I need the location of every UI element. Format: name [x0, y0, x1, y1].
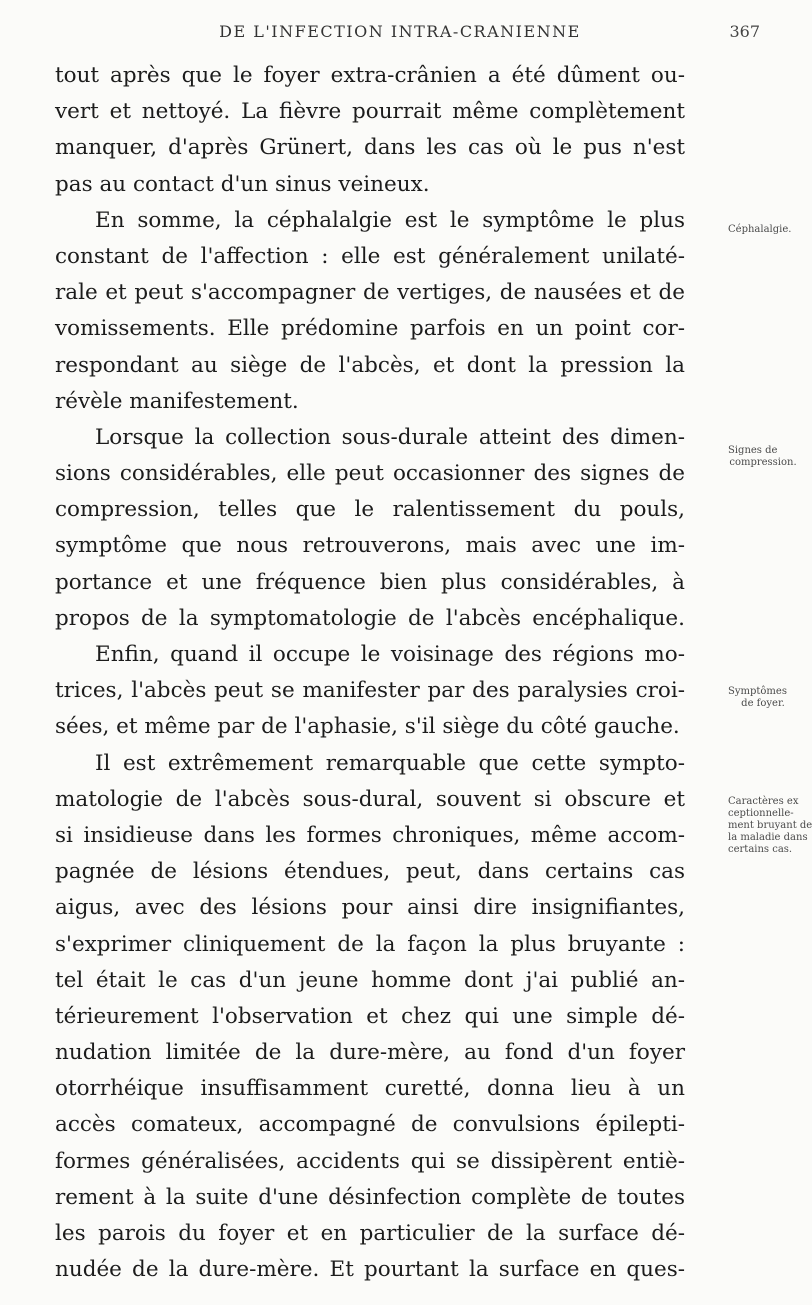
text-line: les parois du foyer et en particulier de la surface dé-: [55, 1221, 685, 1246]
page-number: 367: [729, 22, 760, 41]
text-line: propos de la symptomatologie de l'abcès encéphalique.: [55, 605, 685, 631]
text-line: si insidieuse dans les formes chroniques, même accom-: [55, 822, 685, 848]
text-line: nudation limitée de la dure-mère, au fond d'un foyer: [55, 1040, 685, 1066]
text-line: portance et une fréquence bien plus considérables, à: [55, 569, 685, 595]
text-line: tout après que le foyer extra-crânien a été dûment ou-: [55, 63, 685, 88]
margin-note-line: Céphalalgie.: [728, 224, 792, 235]
text-line: trices, l'abcès peut se manifester par des paralysies croi-: [55, 678, 685, 704]
text-line: compression, telles que le ralentissement du pouls,: [55, 497, 685, 523]
body-text: [55, 58, 685, 1288]
margin-note-line: Signes de: [728, 445, 778, 456]
margin-note-line: Symptômes: [728, 686, 787, 697]
text-line: accès comateux, accompagné de convulsions épilepti-: [55, 1112, 685, 1138]
text-line: sées, et même par de l'aphasie, s'il siège du côté gauche.: [55, 714, 680, 740]
text-line: respondant au siège de l'abcès, et dont la pression la: [55, 352, 685, 378]
text-line: vert et nettoyé. La fièvre pourrait même complètement: [55, 99, 685, 125]
text-line: Il est extrêmement remarquable que cette sympto-: [95, 750, 685, 776]
margin-note-signes-de-compression: [728, 445, 798, 469]
text-line: pagnée de lésions étendues, peut, dans certains cas: [55, 859, 685, 885]
text-line: tel était le cas d'un jeune homme dont j'ai publié an-: [55, 967, 685, 993]
margin-note-cephalalgie: [728, 224, 798, 236]
text-line: sions considérables, elle peut occasionner des signes de: [55, 461, 685, 487]
text-line: symptôme que nous retrouverons, mais avec une im-: [55, 533, 685, 559]
margin-note-line: ment bruyant de: [728, 820, 812, 831]
running-head: [0, 22, 800, 48]
text-line: Enfin, quand il occupe le voisinage des régions mo-: [95, 642, 685, 667]
margin-note-line: ceptionnelle-: [728, 808, 794, 819]
margin-note-caracteres: [728, 796, 812, 856]
margin-note-symptomes-de-foyer: [728, 686, 798, 710]
running-head-title: DE L'INFECTION INTRA-CRANIENNE: [219, 22, 581, 41]
text-line: En somme, la céphalalgie est le symptôme le plus: [95, 207, 685, 233]
text-line: révèle manifestement.: [55, 388, 299, 414]
text-line: rement à la suite d'une désinfection complète de toutes: [55, 1184, 685, 1210]
text-line: térieurement l'observation et chez qui une simple dé-: [55, 1003, 685, 1029]
text-line: manquer, d'après Grünert, dans les cas où le pus n'est: [55, 135, 685, 161]
text-line: formes généralisées, accidents qui se dissipèrent entiè-: [55, 1148, 685, 1174]
text-line: s'exprimer cliniquement de la façon la plus bruyante :: [55, 931, 685, 957]
text-line: pas au contact d'un sinus veineux.: [55, 171, 430, 197]
text-line: Lorsque la collection sous-durale atteint des dimen-: [95, 424, 685, 450]
text-line: aigus, avec des lésions pour ainsi dire insignifiantes,: [55, 895, 685, 921]
margin-note-line: Caractères ex: [728, 796, 799, 807]
text-line: constant de l'affection : elle est généralement unilaté-: [55, 243, 685, 269]
margin-note-line: de foyer.: [741, 698, 785, 709]
margin-note-line: compression.: [729, 457, 797, 468]
text-line: otorrhéique insuffisamment curetté, donna lieu à un: [55, 1076, 685, 1102]
text-line: matologie de l'abcès sous-dural, souvent si obscure et: [55, 786, 685, 812]
margin-note-line: certains cas.: [728, 844, 793, 855]
text-line: vomissements. Elle prédomine parfois en un point cor-: [55, 316, 685, 342]
text-line: rale et peut s'accompagner de vertiges, de nausées et de: [55, 280, 685, 306]
margin-note-line: la maladie dans: [728, 832, 808, 843]
text-line: nudée de la dure-mère. Et pourtant la surface en ques-: [55, 1257, 685, 1283]
